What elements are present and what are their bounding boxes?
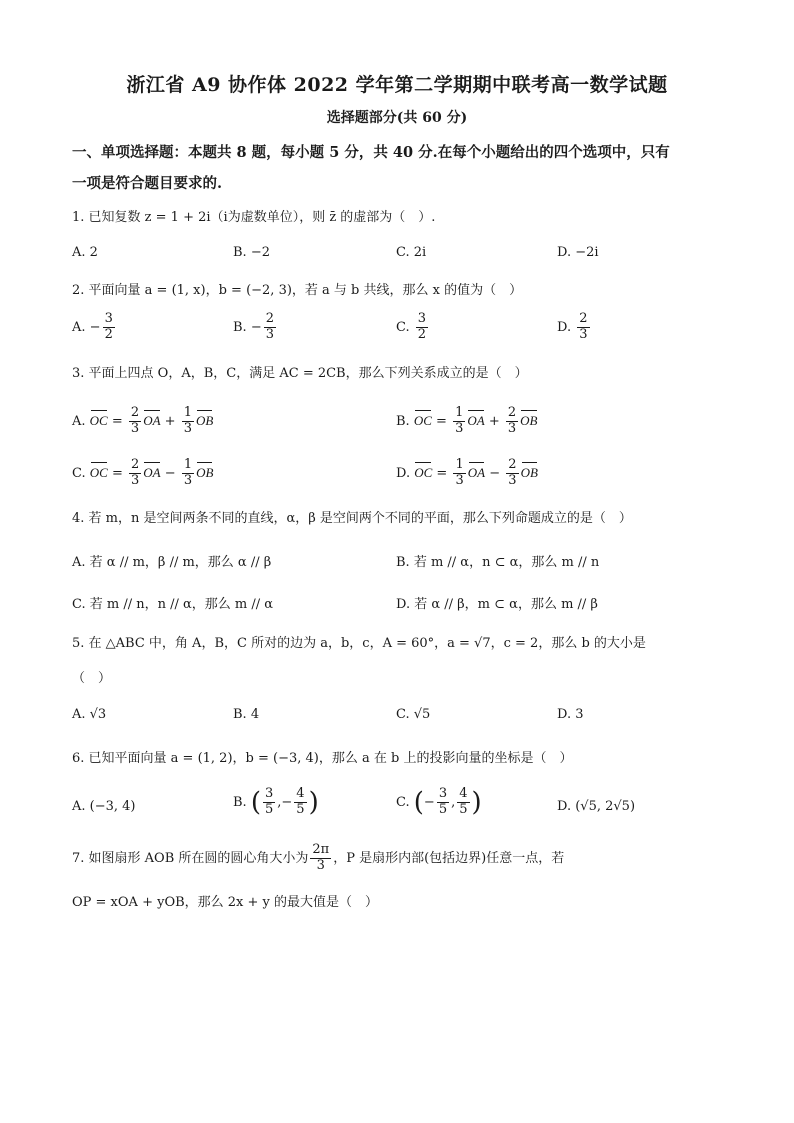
vector-ob: OB xyxy=(196,412,214,428)
stem-text: ，P 是扇形内部(包括边界)任意一点，若 xyxy=(333,850,565,866)
q2-option-d[interactable] xyxy=(557,312,592,343)
fraction-numerator: 2 xyxy=(579,311,588,326)
q2-option-a[interactable] xyxy=(72,312,117,343)
fraction-denominator: 3 xyxy=(265,326,275,342)
q3-option-a[interactable]: A. OC = $\frac{2}{3}$ OA + $\frac{1}{3}$ OB xyxy=(72,405,214,436)
q6-option-b[interactable]: B. ( $\frac{3}{5}$ ,− $\frac{4}{5}$ ) xyxy=(233,786,319,818)
fraction xyxy=(457,787,469,818)
fraction xyxy=(416,312,428,343)
fraction xyxy=(129,406,141,437)
question-3-stem: 3. 平面上四点 O，A，B，C，满足 AC = 2CB，那么下列关系成立的是（ ） xyxy=(72,366,528,381)
question-1-stem: 1. 已知复数 z = 1 + 2i（i为虚数单位），则 z̄ 的虚部为（ ）. xyxy=(72,210,436,225)
fraction-denominator: 3 xyxy=(183,472,193,488)
q5-option-b[interactable]: B. 4 xyxy=(233,707,260,722)
option-label: C. xyxy=(396,794,410,810)
option-sign: − xyxy=(89,319,101,335)
vector-ob: OB xyxy=(520,412,538,428)
question-7-stem xyxy=(72,843,564,874)
option-label: B. xyxy=(396,413,410,429)
q6-option-c[interactable]: C. (− $\frac{3}{5}$ , $\frac{4}{5}$ ) xyxy=(396,786,482,818)
q4-option-b[interactable]: B. 若 m // α，n ⊂ α，那么 m // n xyxy=(396,555,600,570)
q1-option-a[interactable]: A. 2 xyxy=(72,245,98,260)
q1-option-c[interactable]: C. 2i xyxy=(396,245,427,260)
paren-open: ( xyxy=(250,787,261,818)
fraction-numerator: 1 xyxy=(183,405,192,420)
q2-option-b[interactable] xyxy=(233,312,278,343)
angle-fraction xyxy=(310,843,331,874)
vector-ob: OB xyxy=(196,464,214,480)
q4-option-c[interactable]: C. 若 m // n，n // α，那么 m // α xyxy=(72,597,274,612)
question-2-stem: 2. 平面向量 a = (1, x)，b = (−2, 3)，若 a 与 b 共线，那么 x 的值为（ ） xyxy=(72,283,523,298)
fraction-numerator: 2π xyxy=(312,842,330,857)
q2-option-c[interactable] xyxy=(396,312,430,343)
q5-option-d[interactable]: D. 3 xyxy=(557,707,584,722)
fraction-numerator: 2 xyxy=(265,311,275,326)
fraction-denominator: 2 xyxy=(417,326,427,342)
paren-close: ) xyxy=(308,787,319,818)
operator: − xyxy=(164,465,176,481)
fraction xyxy=(182,406,194,437)
fraction-numerator: 3 xyxy=(264,786,274,801)
paren-close: ) xyxy=(471,787,482,818)
stem-text: 7. 如图扇形 AOB 所在圆的圆心角大小为 xyxy=(72,850,309,866)
option-label: A. xyxy=(72,413,86,429)
fraction xyxy=(437,787,449,818)
fraction-denominator: 3 xyxy=(130,420,140,436)
fraction-denominator: 3 xyxy=(131,472,140,488)
question-4-stem: 4. 若 m，n 是空间两条不同的直线，α，β 是空间两个不同的平面，那么下列命题成立的是（ ） xyxy=(72,511,632,526)
option-label: B. xyxy=(233,794,247,810)
operator: − xyxy=(489,465,501,481)
q6-option-d[interactable]: D. (√5, 2√5) xyxy=(557,799,636,814)
fraction-numerator: 2 xyxy=(130,405,140,420)
vector-oa: OA xyxy=(143,464,161,480)
fraction-denominator: 3 xyxy=(455,420,464,436)
vector-oa: OA xyxy=(143,412,161,428)
option-label: B. xyxy=(233,319,247,335)
fraction-denominator: 3 xyxy=(507,420,517,436)
paren-open: ( xyxy=(413,787,424,818)
fraction-numerator: 2 xyxy=(508,457,517,472)
fraction-denominator: 3 xyxy=(316,857,325,873)
option-label: C. xyxy=(396,319,410,335)
question-5-stem: 5. 在 △ABC 中，角 A，B，C 所对的边为 a，b，c，A = 60°，a = √7，c = 2，那么 b 的大小是 xyxy=(72,636,646,651)
q3-option-c[interactable]: C. OC = $\frac{2}{3}$ OA − $\frac{1}{3}$ OB xyxy=(72,457,214,488)
fraction-numerator: 4 xyxy=(459,786,468,801)
operator: + xyxy=(164,413,176,429)
fraction xyxy=(263,787,275,818)
fraction-denominator: 2 xyxy=(104,326,113,342)
option-label: D. xyxy=(557,319,572,335)
page-title: 浙江省 A9 协作体 2022 学年第二学期期中联考高一数学试题 xyxy=(126,74,668,96)
fraction-numerator: 1 xyxy=(455,405,464,420)
q1-option-b[interactable]: B. −2 xyxy=(233,245,270,260)
q3-option-b[interactable]: B. OC = $\frac{1}{3}$ OA + $\frac{2}{3}$ OB xyxy=(396,405,538,436)
option-label: C. xyxy=(72,465,86,481)
fraction-denominator: 3 xyxy=(455,472,464,488)
fraction xyxy=(577,312,589,343)
option-label: A. xyxy=(72,319,86,335)
q4-option-a[interactable]: A. 若 α // m，β // m，那么 α // β xyxy=(72,555,272,570)
vector-oc: OC xyxy=(89,464,108,480)
fraction-denominator: 3 xyxy=(579,326,588,342)
question-6-stem: 6. 已知平面向量 a = (1, 2)，b = (−3, 4)，那么 a 在 b 上的投影向量的坐标是（ ） xyxy=(72,751,573,766)
fraction xyxy=(129,458,141,489)
option-sign: − xyxy=(250,319,262,335)
vector-ob: OB xyxy=(520,464,538,480)
fraction-numerator: 3 xyxy=(438,786,448,801)
fraction-numerator: 3 xyxy=(104,311,113,326)
q5-option-a[interactable]: A. √3 xyxy=(72,707,107,722)
section-heading-line2: 一项是符合题目要求的. xyxy=(72,175,223,192)
fraction-numerator: 4 xyxy=(296,786,305,801)
vector-oa: OA xyxy=(467,412,485,428)
fraction-denominator: 3 xyxy=(508,472,517,488)
fraction-numerator: 1 xyxy=(183,457,193,472)
q3-option-d[interactable]: D. OC = $\frac{1}{3}$ OA − $\frac{2}{3}$ OB xyxy=(396,457,538,488)
fraction-numerator: 2 xyxy=(507,405,517,420)
q6-option-a[interactable]: A. (−3, 4) xyxy=(72,799,136,814)
operator: + xyxy=(488,413,500,429)
fraction-numerator: 1 xyxy=(455,457,464,472)
fraction xyxy=(453,458,465,489)
fraction xyxy=(453,406,465,437)
fraction-denominator: 5 xyxy=(438,801,448,817)
fraction xyxy=(264,312,276,343)
section-subtitle: 选择题部分(共 60 分) xyxy=(326,110,468,126)
vector-oc: OC xyxy=(89,412,108,428)
vector-oc: OC xyxy=(414,464,433,480)
fraction xyxy=(182,458,194,489)
fraction xyxy=(506,458,518,489)
question-5-stem-cont: （ ） xyxy=(72,671,112,686)
fraction xyxy=(506,406,518,437)
q1-option-d[interactable]: D. −2i xyxy=(557,245,599,260)
question-7-stem-cont: OP = xOA + yOB，那么 2x + y 的最大值是（ ） xyxy=(72,895,379,910)
section-heading-line1: 一、单项选择题：本题共 8 题，每小题 5 分，共 40 分.在每个小题给出的四个选项中，只有 xyxy=(72,144,670,161)
fraction-denominator: 5 xyxy=(296,801,305,817)
q5-option-c[interactable]: C. √5 xyxy=(396,707,431,722)
fraction-denominator: 3 xyxy=(183,420,192,436)
fraction-numerator: 3 xyxy=(417,311,427,326)
fraction-denominator: 5 xyxy=(264,801,274,817)
vector-oa: OA xyxy=(467,464,486,480)
option-label: D. xyxy=(396,465,411,481)
fraction xyxy=(294,787,306,818)
fraction xyxy=(103,312,115,343)
fraction-denominator: 5 xyxy=(459,801,468,817)
fraction-numerator: 2 xyxy=(131,457,140,472)
q4-option-d[interactable]: D. 若 α // β，m ⊂ α，那么 m // β xyxy=(396,597,598,612)
vector-oc: OC xyxy=(413,412,432,428)
